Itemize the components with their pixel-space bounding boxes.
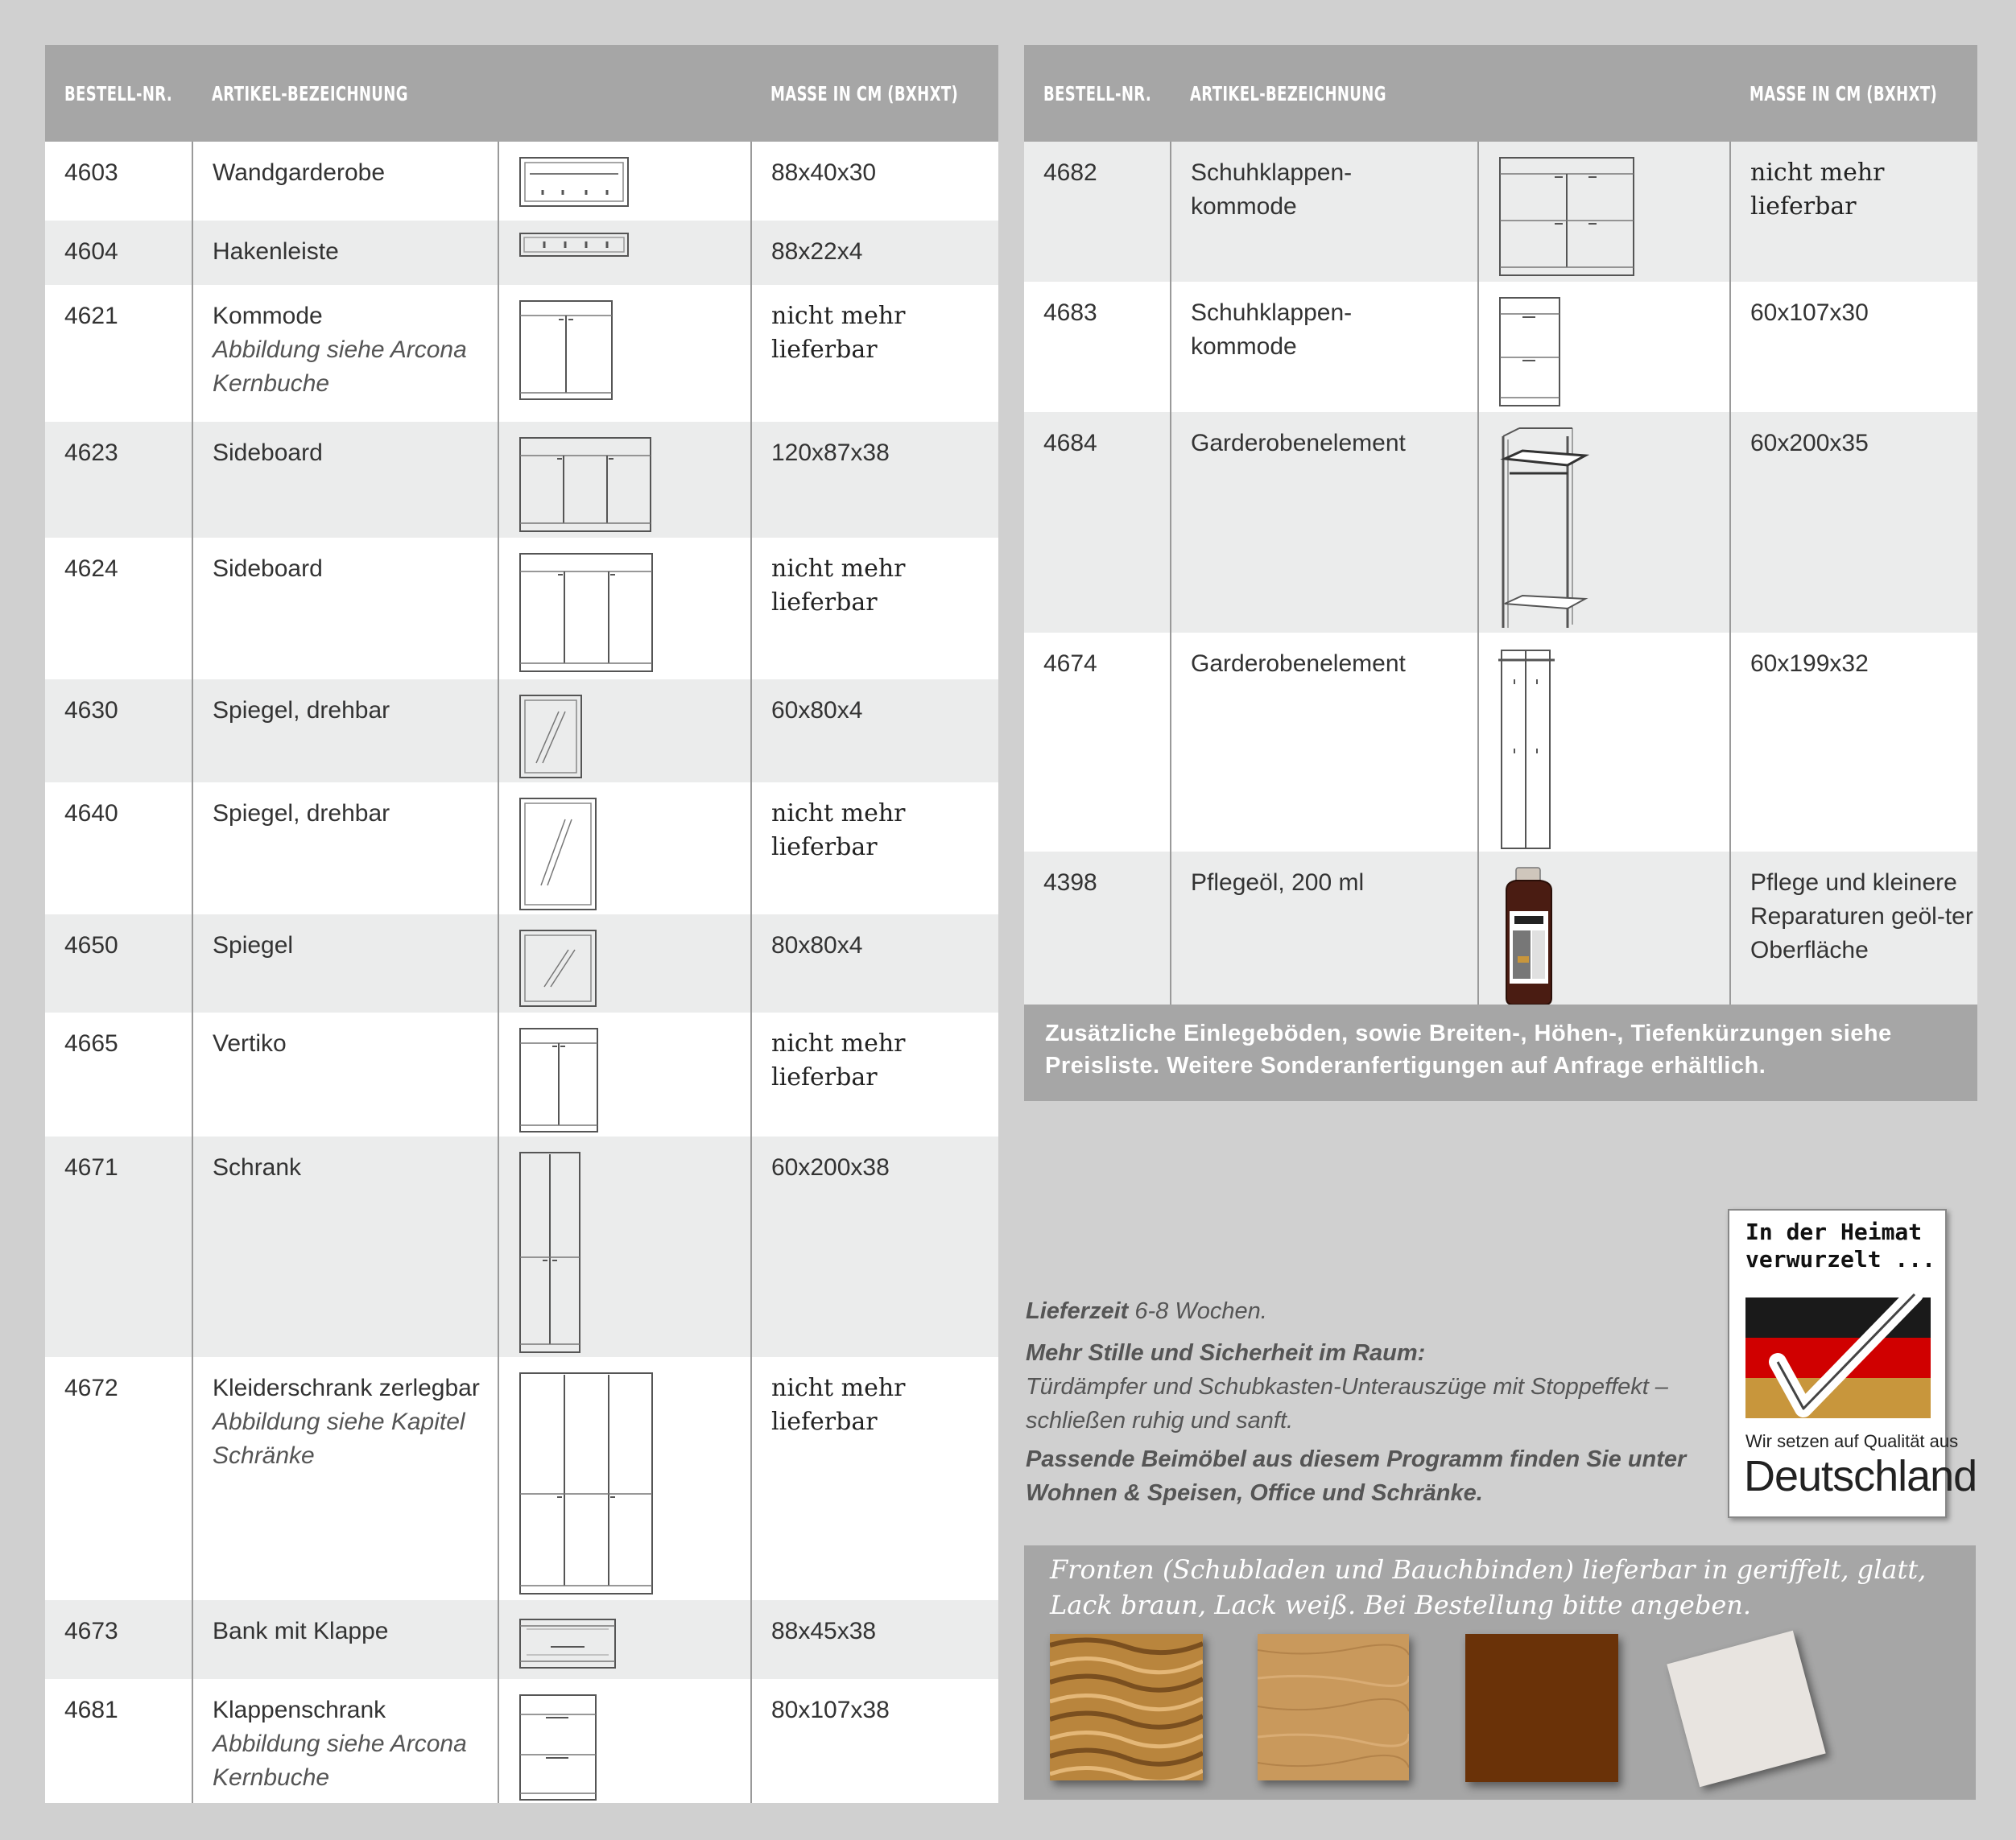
coat-stand-icon bbox=[1498, 427, 1592, 633]
article-name: Spiegel bbox=[192, 914, 498, 1013]
article-image bbox=[1478, 412, 1730, 633]
article-name: Kommode bbox=[213, 303, 323, 329]
header-order-number: BESTELL-NR. bbox=[64, 81, 173, 105]
table-row bbox=[45, 1137, 998, 1357]
table-row bbox=[45, 221, 998, 285]
dimensions: 60x200x38 bbox=[771, 1154, 890, 1181]
article-image bbox=[498, 538, 751, 679]
table-row bbox=[45, 1013, 998, 1137]
article-image bbox=[498, 1357, 751, 1600]
sideboard-icon bbox=[518, 436, 654, 534]
order-number: 4674 bbox=[1024, 633, 1171, 852]
dresser-icon bbox=[518, 299, 615, 402]
article-cell bbox=[192, 1679, 498, 1803]
tall-cupboard-icon bbox=[518, 1151, 583, 1355]
header-image bbox=[1478, 45, 1730, 142]
seal-line2: verwurzelt ... bbox=[1745, 1246, 1936, 1273]
seal-slogan bbox=[1745, 1219, 1935, 1273]
article-name: Sideboard bbox=[192, 422, 498, 538]
table-row bbox=[45, 285, 998, 422]
table-row bbox=[45, 538, 998, 679]
wardrobe-icon bbox=[518, 1372, 655, 1597]
article-cell bbox=[192, 285, 498, 422]
article-name: Vertiko bbox=[192, 1013, 498, 1137]
order-number: 4682 bbox=[1024, 142, 1171, 282]
wood-grain-texture bbox=[1258, 1634, 1409, 1780]
article-name: Pflegeöl, 200 ml bbox=[1171, 852, 1478, 1008]
right-product-table-panel bbox=[1024, 45, 1977, 1101]
article-image bbox=[498, 914, 751, 1013]
mirror-square-icon bbox=[518, 929, 599, 1009]
delivery-time bbox=[1026, 1294, 1718, 1328]
header-image bbox=[498, 45, 751, 142]
table-row bbox=[45, 422, 998, 538]
order-number: 4673 bbox=[45, 1600, 192, 1679]
dimensions: 80x107x38 bbox=[771, 1697, 890, 1723]
table-row bbox=[45, 1600, 998, 1679]
delivery-value: 6-8 Wochen. bbox=[1134, 1298, 1267, 1324]
order-number: 4603 bbox=[45, 142, 192, 221]
availability-status: nicht mehr lieferbar bbox=[771, 302, 906, 364]
silence-block bbox=[1026, 1336, 1718, 1438]
header-article-name: ARTIKEL-BEZEICHNUNG bbox=[212, 81, 408, 105]
table-row bbox=[45, 782, 998, 914]
bench-icon bbox=[518, 1615, 618, 1671]
seal-line1: In der Heimat bbox=[1745, 1219, 1923, 1245]
article-image bbox=[1478, 142, 1730, 282]
order-number: 4640 bbox=[45, 782, 192, 914]
order-number: 4681 bbox=[45, 1679, 192, 1803]
header-dimensions: MASSE IN CM (BXHXT) bbox=[1750, 81, 1938, 105]
table-row bbox=[45, 914, 998, 1013]
dimensions: 60x199x32 bbox=[1750, 650, 1869, 677]
header-order-number: BESTELL-NR. bbox=[1043, 81, 1152, 105]
article-image bbox=[1478, 633, 1730, 852]
article-image bbox=[498, 1600, 751, 1679]
table-header-row bbox=[1024, 45, 1977, 142]
dimensions: 88x45x38 bbox=[771, 1618, 877, 1644]
wood-wave-texture bbox=[1050, 1634, 1203, 1780]
article-name: Garderobenelement bbox=[1171, 412, 1478, 633]
article-name: Hakenleiste bbox=[192, 221, 498, 285]
table-row bbox=[1024, 852, 1977, 1008]
order-number: 4665 bbox=[45, 1013, 192, 1137]
article-name: Klappenschrank bbox=[213, 1697, 386, 1723]
article-name: Sideboard bbox=[192, 538, 498, 679]
article-note: Abbildung siehe Arcona Kernbuche bbox=[213, 336, 467, 397]
article-image bbox=[498, 422, 751, 538]
article-name: Schuhklappen-kommode bbox=[1171, 282, 1478, 412]
article-image bbox=[498, 679, 751, 782]
table-row bbox=[1024, 142, 1977, 282]
article-name: Spiegel, drehbar bbox=[192, 782, 498, 914]
availability-status: nicht mehr lieferbar bbox=[771, 1029, 906, 1091]
article-image bbox=[1478, 282, 1730, 412]
dimensions: 60x107x30 bbox=[1750, 299, 1869, 326]
mirror-icon bbox=[518, 694, 585, 781]
flap-cabinet-icon bbox=[518, 1694, 599, 1803]
article-image bbox=[498, 782, 751, 914]
order-number: 4672 bbox=[45, 1357, 192, 1600]
order-number: 4650 bbox=[45, 914, 192, 1013]
dimensions: 88x22x4 bbox=[771, 238, 863, 265]
order-number: 4624 bbox=[45, 538, 192, 679]
dimensions: 60x80x4 bbox=[771, 697, 863, 724]
matching-furniture bbox=[1026, 1442, 1718, 1510]
table-row bbox=[1024, 412, 1977, 633]
table-row bbox=[45, 679, 998, 782]
availability-status: nicht mehr lieferbar bbox=[771, 555, 906, 617]
header-article-name: ARTIKEL-BEZEICHNUNG bbox=[1190, 81, 1386, 105]
seal-quality-text: Wir setzen auf Qualität aus bbox=[1745, 1431, 1959, 1451]
order-number: 4621 bbox=[45, 285, 192, 422]
silence-text: Türdämpfer und Schubkasten-Unterauszüge mit Stoppeffekt – schließen ruhig und sanft. bbox=[1026, 1374, 1668, 1434]
availability-status: nicht mehr lieferbar bbox=[771, 799, 906, 861]
article-image bbox=[498, 1013, 751, 1137]
article-name: Wandgarderobe bbox=[192, 142, 498, 221]
shoe-cabinet-icon bbox=[1498, 296, 1563, 409]
table-row bbox=[1024, 282, 1977, 412]
order-number: 4604 bbox=[45, 221, 192, 285]
left-product-table-panel bbox=[45, 45, 998, 1803]
article-image bbox=[498, 221, 751, 285]
header-dimensions: MASSE IN CM (BXHXT) bbox=[770, 81, 959, 105]
availability-status: nicht mehr lieferbar bbox=[1750, 159, 1885, 221]
article-name: Kleiderschrank zerlegbar bbox=[213, 1375, 480, 1401]
order-number: 4623 bbox=[45, 422, 192, 538]
article-name: Schuhklappen-kommode bbox=[1171, 142, 1478, 282]
dimensions: 60x200x35 bbox=[1750, 430, 1869, 456]
matching-text: Passende Beimöbel aus diesem Programm finden Sie unter Wohnen & Speisen, Office und Schränke. bbox=[1026, 1446, 1687, 1506]
coat-rack-icon bbox=[518, 156, 631, 209]
additional-options-note: Zusätzliche Einlegeböden, sowie Breiten-, Höhen-, Tiefenkürzungen siehe Preisliste. Weitere Sonderanfertigungen auf Anfrage erhältlich. bbox=[1024, 1005, 1977, 1101]
coat-panel-icon bbox=[1498, 647, 1563, 852]
care-oil-bottle-icon bbox=[1498, 866, 1563, 1008]
delivery-label: Lieferzeit bbox=[1026, 1298, 1129, 1324]
article-image bbox=[1478, 852, 1730, 1008]
article-name: Spiegel, drehbar bbox=[192, 679, 498, 782]
swatch-riffled bbox=[1050, 1634, 1203, 1780]
made-in-germany-seal bbox=[1728, 1209, 1977, 1518]
article-name: Garderobenelement bbox=[1171, 633, 1478, 852]
fronts-description: Fronten (Schubladen und Bauchbinden) lieferbar in geriffelt, glatt, Lack braun, Lack weiß. Bei Bestellung bitte angeben. bbox=[1050, 1554, 1927, 1620]
shoe-cabinet-wide-icon bbox=[1498, 156, 1637, 278]
hook-bar-icon bbox=[518, 232, 631, 259]
dimensions: 88x40x30 bbox=[771, 159, 877, 186]
order-number: 4684 bbox=[1024, 412, 1171, 633]
fronts-options-panel bbox=[1024, 1545, 1976, 1800]
article-image bbox=[498, 142, 751, 221]
product-description: Pflege und kleinere Reparaturen geöl-ter Oberfläche bbox=[1750, 869, 1973, 963]
mirror-tall-icon bbox=[518, 797, 599, 913]
article-image bbox=[498, 1137, 751, 1357]
info-block bbox=[1026, 1294, 1718, 1518]
cabinet-icon bbox=[518, 1027, 601, 1135]
right-product-table bbox=[1024, 45, 1977, 1008]
table-row bbox=[45, 1679, 998, 1803]
dimensions: 80x80x4 bbox=[771, 932, 863, 959]
order-number: 4671 bbox=[45, 1137, 192, 1357]
swatch-smooth bbox=[1258, 1634, 1409, 1780]
availability-status: nicht mehr lieferbar bbox=[771, 1374, 906, 1436]
order-number: 4630 bbox=[45, 679, 192, 782]
order-number: 4683 bbox=[1024, 282, 1171, 412]
article-note: Abbildung siehe Arcona Kernbuche bbox=[213, 1731, 467, 1791]
article-image bbox=[498, 1679, 751, 1803]
left-product-table bbox=[45, 45, 998, 1803]
article-cell bbox=[192, 1357, 498, 1600]
table-row bbox=[45, 142, 998, 221]
article-note: Abbildung siehe Kapitel Schränke bbox=[213, 1409, 465, 1469]
swatch-lacquer-white bbox=[1667, 1631, 1825, 1788]
article-name: Bank mit Klappe bbox=[192, 1600, 498, 1679]
table-row bbox=[1024, 633, 1977, 852]
article-name: Schrank bbox=[192, 1137, 498, 1357]
seal-country: Deutschland bbox=[1744, 1452, 1977, 1500]
swatch-lacquer-brown bbox=[1465, 1634, 1618, 1782]
german-flag-check-icon bbox=[1745, 1288, 1931, 1421]
dimensions: 120x87x38 bbox=[771, 439, 890, 466]
silence-title: Mehr Stille und Sicherheit im Raum: bbox=[1026, 1340, 1426, 1366]
table-row bbox=[45, 1357, 998, 1600]
article-image bbox=[498, 285, 751, 422]
order-number: 4398 bbox=[1024, 852, 1171, 1008]
table-header-row bbox=[45, 45, 998, 142]
sideboard-tall-icon bbox=[518, 552, 655, 675]
